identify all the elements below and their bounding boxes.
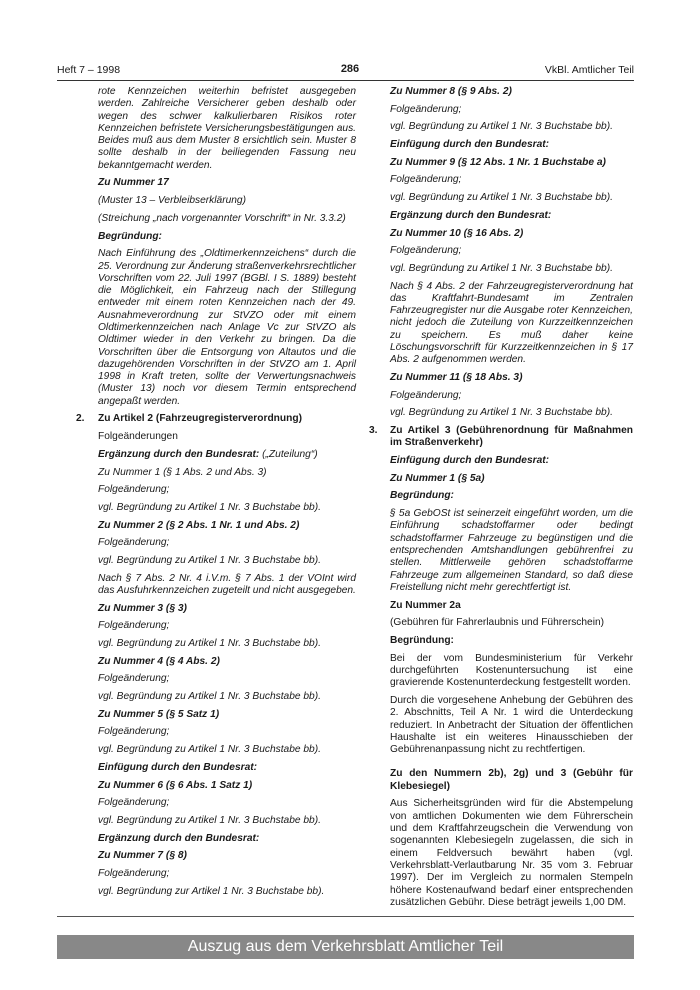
journal-label: VkBl. Amtlicher Teil	[544, 64, 634, 76]
subheading	[390, 455, 633, 467]
text: vgl. Begründung zu Artikel 1 Nr. 3 Buchstabe bb).	[98, 814, 321, 826]
paragraph	[98, 744, 356, 756]
paragraph	[390, 653, 633, 690]
paragraph	[98, 484, 356, 496]
paragraph	[98, 638, 356, 650]
subheading	[390, 473, 633, 485]
paragraph	[390, 407, 633, 419]
text: Nach Einführung des „Oldtimerkennzeichens“ durch die 25. Verordnung zur Änderung straßenverkehrsrechtlicher Vorschriften vom 22. Juli 1997 (BGBl. I S. 1889) besteht die Möglichkeit, ein Fahrzeug nach der Stillegung entweder mit einem roten Kennzeichen nach der 49. Ausnahmeverordnung zur StVZO oder mit einem Oldtimerkennzeichen nach Anlage Vc zur StVZO als Oldtimer wieder in den Verkehr zu bringen. Da die Vorschriften über die Entsorgung von Altautos und die dazugehörenden Vorschriften in der StVZO am 1. April 1998 in Kraft treten, sollte der Verwertungsnachweis (Muster 13) noch vor diesem Termin entsprechend angepaßt werden.	[98, 248, 356, 407]
text: Zu Nummer 3 (§ 3)	[98, 602, 187, 614]
paragraph	[98, 691, 356, 703]
issue-label: Heft 7 – 1998	[57, 64, 121, 76]
subheading	[98, 177, 356, 189]
text: Einfügung durch den Bundesrat:	[98, 761, 258, 773]
text: vgl. Begründung zu Artikel 1 Nr. 3 Buchstabe bb).	[98, 554, 321, 566]
text: Zu Nummer 4 (§ 4 Abs. 2)	[98, 655, 220, 667]
text: Zu Nummer 17	[98, 177, 169, 189]
subheading	[98, 449, 356, 461]
text: Zu Nummer 5 (§ 5 Satz 1)	[98, 708, 220, 720]
subheading	[390, 490, 633, 502]
text: Begründung:	[390, 490, 454, 502]
page-number: 286	[340, 63, 360, 75]
text: Zu Nummer 6 (§ 6 Abs. 1 Satz 1)	[98, 779, 253, 791]
section-number: 3.	[369, 425, 378, 437]
text: Folgeänderungen	[98, 431, 178, 443]
text: Nach § 4 Abs. 2 der Fahrzeugregisterverordnung hat das Kraftfahrt-Bundesamt im Zentralen Fahrzeugregister nur die Ausgabe roter Kennzeichen, nicht jedoch die Zuteilung von Kurzzeitkennzeichen zu speichern. Es muß daher keine Löschungsvorschrift für Kurzzeitkennzeichen in § 17 Abs. 2 aufgenommen werden.	[390, 280, 633, 366]
subheading	[390, 635, 633, 647]
text: Zu Nummer 8 (§ 9 Abs. 2)	[390, 86, 512, 97]
text: Zu den Nummern 2b), 2g) und 3 (Gebühr für Klebesiegel)	[390, 768, 633, 792]
footer-rule	[57, 916, 634, 917]
text: Folgeänderung;	[98, 726, 170, 738]
text: vgl. Begründung zur Artikel 1 Nr. 3 Buchstabe bb).	[98, 885, 325, 897]
text: Zu Artikel 3 (Gebührenordnung für Maßnahmen im Straßenverkehr)	[390, 425, 633, 449]
section-heading	[76, 413, 356, 425]
subheading	[390, 157, 633, 169]
subheading	[98, 780, 356, 792]
text: Folgeänderung;	[98, 537, 170, 549]
paragraph	[390, 174, 633, 186]
paragraph	[98, 797, 356, 809]
text: (Muster 13 – Verbleibserklärung)	[98, 195, 246, 207]
paragraph	[390, 263, 633, 275]
paragraph	[390, 281, 633, 367]
text: Zu Artikel 2 (Fahrzeugregisterverordnung)	[98, 413, 302, 425]
text: Einfügung durch den Bundesrat:	[390, 139, 550, 151]
text: rote Kennzeichen weiterhin befristet ausgegeben werden. Zahlreiche Versicherer geben deshalb oder wegen des schwer kalkulierbaren Risikos roter Kennzeichen befristete Versicherungsbestätigungen aus. Beides muß aus dem Muster 8 ersichtlich sein. Muster 8 sollte deshalb in der beiliegenden Fassung neu bekanntgemacht werden.	[98, 86, 356, 171]
text: Nach § 7 Abs. 2 Nr. 4 i.V.m. § 7 Abs. 1 der VOInt wird das Ausfuhrkennzeichen zugeteilt und nicht ausgegeben.	[98, 572, 356, 596]
text: Zu Nummer 2 (§ 2 Abs. 1 Nr. 1 und Abs. 2)	[98, 519, 300, 531]
subheading	[98, 231, 356, 243]
paragraph	[98, 467, 356, 479]
text: Begründung:	[98, 230, 162, 242]
paragraph	[98, 555, 356, 567]
text: (Gebühren für Fahrerlaubnis und Führerschein)	[390, 617, 605, 629]
subheading	[98, 520, 356, 532]
subheading	[98, 762, 356, 774]
paragraph	[98, 868, 356, 880]
paragraph	[98, 673, 356, 685]
text: Folgeänderung;	[390, 389, 462, 401]
text: Ergänzung durch den Bundesrat:	[98, 448, 260, 460]
subheading	[98, 656, 356, 668]
paragraph	[98, 886, 356, 898]
text: Begründung:	[390, 634, 454, 646]
text: (Streichung „nach vorgenannter Vorschrift“ in Nr. 3.3.2)	[98, 212, 346, 224]
paragraph	[98, 502, 356, 514]
text: Zu Nummer 10 (§ 16 Abs. 2)	[390, 227, 524, 239]
text: vgl. Begründung zu Artikel 1 Nr. 3 Buchstabe bb).	[390, 192, 613, 204]
text: Ergänzung durch den Bundesrat:	[98, 832, 260, 844]
text: Zu Nummer 2a	[390, 599, 461, 611]
paragraph	[98, 537, 356, 549]
paragraph	[390, 798, 633, 909]
text: Folgeänderung;	[390, 103, 462, 115]
paragraph	[98, 573, 356, 598]
text: Ergänzung durch den Bundesrat:	[390, 209, 552, 221]
text: Zu Nummer 11 (§ 18 Abs. 3)	[390, 372, 523, 384]
text: Folgeänderung;	[390, 245, 462, 257]
subheading	[390, 139, 633, 151]
subheading	[98, 603, 356, 615]
paragraph	[98, 86, 356, 172]
paragraph	[98, 248, 356, 408]
subheading	[390, 600, 633, 612]
text: Durch die vorgesehene Anhebung der Gebühren des 2. Abschnitts, Teil A Nr. 1 wird die Unterdeckung reduziert. In Anbetracht der Situation der öffentlichen Haushalte ist ein weiteres Hinausschieben der Gebührenanpassung nicht zu rechtfertigen.	[390, 694, 633, 756]
text: Bei der vom Bundesministerium für Verkehr durchgeführten Kostenuntersuchung ist eine gravierende Kostenunterdeckung festgestellt worden.	[390, 652, 633, 689]
footer-band: Auszug aus dem Verkehrsblatt Amtlicher Teil	[57, 935, 634, 959]
paragraph	[98, 726, 356, 738]
text: vgl. Begründung zu Artikel 1 Nr. 3 Buchstabe bb).	[98, 744, 321, 756]
inline-note: („Zuteilung“)	[259, 448, 318, 460]
section-heading	[369, 425, 633, 450]
subheading	[98, 850, 356, 862]
text: Zu Nummer 1 (§ 5a)	[390, 472, 485, 484]
paragraph	[98, 815, 356, 827]
text: vgl. Begründung zu Artikel 1 Nr. 3 Buchstabe bb).	[98, 691, 321, 703]
paragraph	[390, 104, 633, 116]
paragraph	[98, 195, 356, 207]
text: vgl. Begründung zu Artikel 1 Nr. 3 Buchstabe bb).	[98, 501, 321, 513]
text: vgl. Begründung zu Artikel 1 Nr. 3 Buchstabe bb).	[390, 407, 613, 419]
section-number: 2.	[76, 413, 85, 425]
subheading	[390, 768, 633, 793]
text: Folgeänderung;	[98, 673, 170, 685]
paragraph	[390, 617, 633, 629]
paragraph	[390, 695, 633, 756]
left-column	[76, 86, 356, 903]
subheading	[390, 228, 633, 240]
text: vgl. Begründung zu Artikel 1 Nr. 3 Buchstabe bb).	[390, 262, 613, 274]
subheading	[390, 86, 633, 98]
right-column	[369, 86, 633, 914]
subheading	[98, 709, 356, 721]
paragraph	[390, 192, 633, 204]
paragraph	[390, 245, 633, 257]
text: Zu Nummer 7 (§ 8)	[98, 850, 187, 862]
paragraph	[390, 508, 633, 594]
paragraph	[98, 431, 356, 443]
header-rule	[57, 80, 634, 81]
text: Aus Sicherheitsgründen wird für die Abstempelung von amtlichen Dokumenten wie dem Führerschein und dem Kraftfahrzeugschein die Verwendung von sogenannten Klebesiegeln zugelassen, die sich in einem Feldversuch bewährt haben (vgl. Verkehrsblatt-Verlautbarung Nr. 35 vom 3. Februar 1997). Der im Vergleich zu normalen Stempeln höhere Kostenaufwand bedarf einer entsprechenden zusätzlichen Gebühr. Diese beträgt jeweils 1,00 DM.	[390, 798, 633, 908]
text: Zu Nummer 1 (§ 1 Abs. 2 und Abs. 3)	[98, 466, 267, 478]
paragraph	[98, 620, 356, 632]
subheading	[390, 210, 633, 222]
text: vgl. Begründung zu Artikel 1 Nr. 3 Buchstabe bb).	[390, 121, 613, 133]
text: Einfügung durch den Bundesrat:	[390, 455, 550, 467]
text: § 5a GebOSt ist seinerzeit eingeführt worden, um die Einführung schadstoffarmer oder bedingt schadstoffarmer Fahrzeuge zu begünstigen und die entsprechenden Amtshandlungen gebührenfrei zu stellen. Mittlerweile gehören schadstoffarme Fahrzeuge zum allgemeinen Standard, so daß diese Freistellung nicht mehr gerechtfertigt ist.	[390, 508, 633, 593]
text: Folgeänderung;	[98, 867, 170, 879]
text: vgl. Begründung zu Artikel 1 Nr. 3 Buchstabe bb).	[98, 638, 321, 650]
text: Zu Nummer 9 (§ 12 Abs. 1 Nr. 1 Buchstabe a)	[390, 156, 606, 168]
paragraph	[98, 213, 356, 225]
text: Folgeänderung;	[390, 174, 462, 186]
subheading	[98, 833, 356, 845]
text: Folgeänderung;	[98, 797, 170, 809]
paragraph	[390, 390, 633, 402]
paragraph	[390, 121, 633, 133]
text: Folgeänderung;	[98, 484, 170, 496]
subheading	[390, 372, 633, 384]
text: Folgeänderung;	[98, 620, 170, 632]
